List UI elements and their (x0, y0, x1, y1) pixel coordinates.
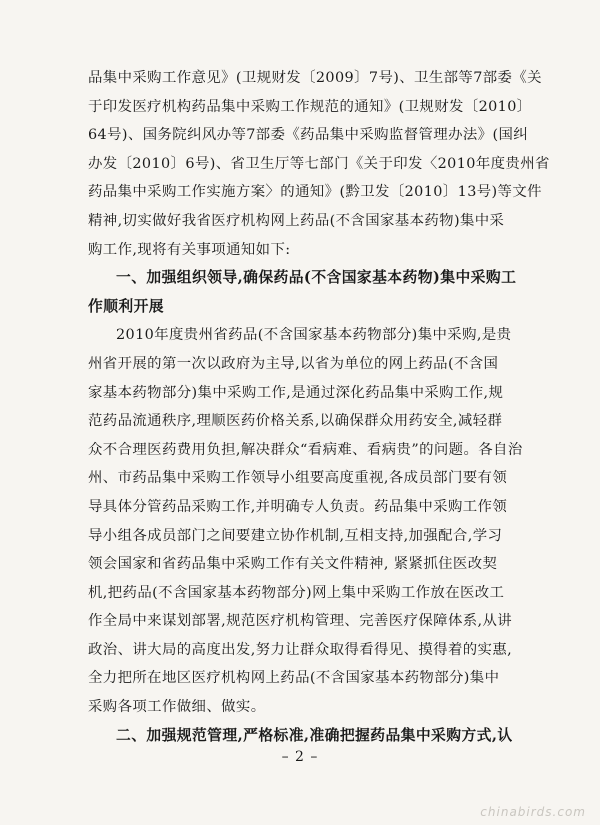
body-text-line: 机,把药品(不含国家基本药物部分)网上集中采购工作放在医改工 (88, 584, 505, 601)
watermark-text: chinabirds.com (480, 805, 586, 819)
body-text-line: 药品集中采购工作实施方案〉的通知》(黔卫发〔2010〕13号)等文件 (88, 184, 542, 201)
document-body (88, 64, 548, 750)
section-heading-line: 二、加强规范管理,严格标准,准确把握药品集中采购方式,认 (116, 726, 513, 744)
body-text-line: 购工作,现将有关事项通知如下: (88, 241, 291, 258)
body-text-line: 于印发医疗机构药品集中采购工作规范的通知》(卫规财发〔2010〕 (88, 98, 532, 115)
body-text-line: 范药品流通秩序,理顺医药价格关系,以确保群众用药安全,减轻群 (88, 413, 503, 430)
body-text-line: 64号)、国务院纠风办等7部委《药品集中采购监督管理办法》(国纠 (88, 127, 529, 144)
body-text-line: 家基本药物部分)集中采购工作,是通过深化药品集中采购工作,规 (88, 384, 504, 401)
body-text-line: 导小组各成员部门之间要建立协作机制,互相支持,加强配合,学习 (88, 527, 503, 544)
body-text-line: 领会国家和省药品集中采购工作有关文件精神, 紧紧抓住医改契 (88, 556, 498, 573)
body-text-line: 作全局中来谋划部署,规范医疗机构管理、完善医疗保障体系,从讲 (88, 613, 513, 630)
body-text-line: 品集中采购工作意见》(卫规财发〔2009〕7号)、卫生部等7部委《关 (88, 70, 542, 86)
body-text-line: 州、市药品集中采购工作领导小组要高度重视,各成员部门要有领 (88, 470, 508, 487)
body-text-line: 2010年度贵州省药品(不含国家基本药物部分)集中采购,是贵 (116, 327, 512, 344)
body-text-line: 导具体分管药品采购工作,并明确专人负责。药品集中采购工作领 (88, 498, 508, 515)
body-text-line: 全力把所在地区医疗机构网上药品(不含国家基本药物部分)集中 (88, 670, 500, 687)
section-heading-line: 一、加强组织领导,确保药品(不含国家基本药物)集中采购工 (116, 269, 517, 287)
body-text-line: 精神,切实做好我省医疗机构网上药品(不含国家基本药物)集中采 (88, 212, 505, 229)
page-number: – 2 – (281, 749, 319, 765)
section-heading-line: 作顺利开展 (88, 297, 164, 315)
body-text-line: 政治、讲大局的高度出发,努力让群众取得看得见、摸得着的实惠, (88, 641, 513, 658)
body-text-line: 州省开展的第一次以政府为主导,以省为单位的网上药品(不含国 (88, 355, 499, 372)
body-text-line: 众不合理医药费用负担,解决群众“看病难、看病贵”的问题。各自治 (88, 441, 523, 458)
body-text-line: 办发〔2010〕6号)、省卫生厅等七部门《关于印发〈2010年度贵州省 (88, 155, 550, 172)
body-text-line: 采购各项工作做细、做实。 (88, 699, 266, 716)
